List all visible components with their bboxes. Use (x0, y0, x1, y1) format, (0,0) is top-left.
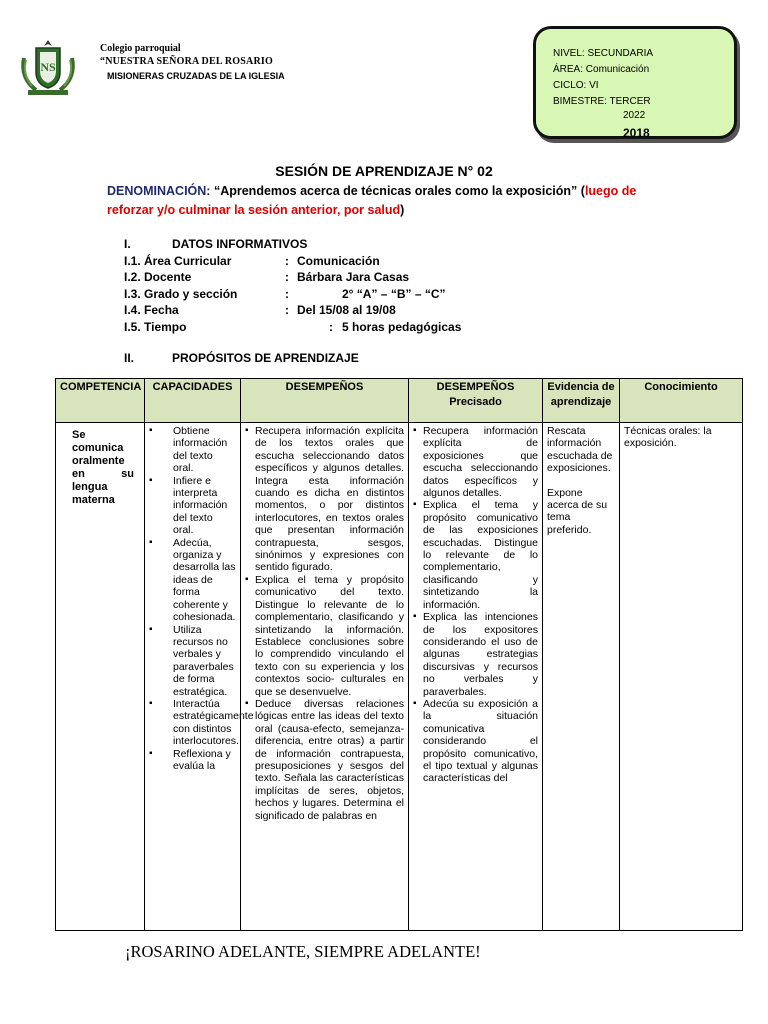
list-item: ▪ Adecúa, organiza y desarrolla las ideas de forma coherente y cohesionada. (149, 537, 236, 624)
list-item: ▪ Deduce diversas relaciones lógicas entre las ideas del texto oral (causa-efecto, semejanza- diferencia, entre otras) a partir de información contrapuesta, presuposiciones y sesgos del texto. Señala las características implícitas de seres, objetos, hechos y lugares. Determina el significado de palabras en (245, 698, 404, 822)
desempenos-cell (241, 423, 409, 931)
info-box (533, 26, 737, 139)
capacidades-list (149, 425, 254, 772)
info-year-2018: 2018 (623, 126, 650, 140)
list-item: ▪ Explica el tema y propósito comunicativo de las exposiciones escuchadas. Distingue lo relevante de lo complementario, clasificando y sintetizando la información. (413, 499, 538, 611)
list-item: ▪ Utiliza recursos no verbales y paraverbales de forma estratégica. (149, 624, 236, 698)
datos-sep-area: : (285, 254, 289, 268)
info-ciclo: CICLO: VI (553, 80, 599, 91)
table-row (56, 423, 743, 931)
info-area: ÁREA: Comunicación (553, 64, 650, 75)
svg-text:NS: NS (40, 60, 56, 74)
datos-sep-fecha: : (285, 303, 289, 317)
datos-heading: DATOS INFORMATIVOS (172, 237, 308, 251)
denominacion-note: luego de reforzar y/o culminar la sesión anterior, por salud (107, 184, 637, 217)
list-item: ▪ Interactúa estratégicamente con distintos interlocutores. (149, 698, 236, 748)
list-item: ▪ Reflexiona y evalúa la (149, 748, 236, 773)
info-year-2022: 2022 (623, 110, 646, 121)
conocimiento-text: Técnicas orales: la exposición. (624, 425, 712, 450)
datos-value-area: Comunicación (297, 254, 380, 268)
list-item: ▪ Explica el tema y propósito comunicativo del texto. Distingue lo relevante de lo complementario, clasificando y sintetizando la información. Establece conclusiones sobre lo comprendido vinculando el texto con su experiencia y los contextos socio- culturales en que se desenvuelve. (245, 574, 404, 698)
datos-label-area: I.1. Área Curricular (124, 254, 232, 268)
header-conocimiento: Conocimiento (620, 379, 743, 423)
denominacion-close: ) (400, 203, 405, 217)
header-competencia: COMPETENCIA (56, 379, 145, 423)
datos-sep-docente: : (285, 270, 289, 284)
list-item: ▪ Recupera información explícita de exposiciones que escucha seleccionando datos específicos y algunos detalles. (413, 425, 538, 499)
footer-motto: ¡ROSARINO ADELANTE, SIEMPRE ADELANTE! (125, 942, 481, 961)
datos-value-grado: 2° “A” – “B” – “C” (342, 287, 446, 301)
capacidades-cell (145, 423, 254, 931)
header-capacidades: CAPACIDADES (145, 379, 241, 423)
list-item: ▪ Infiere e interpreta información del texto oral. (149, 475, 236, 537)
session-title: SESIÓN DE APRENDIZAJE N° 02 (275, 163, 493, 179)
propositos-heading: PROPÓSITOS DE APRENDIZAJE (172, 351, 359, 365)
competencia-text: Se comunica oralmente en su lengua materna (72, 429, 134, 506)
list-item: ▪ Adecúa su exposición a la situación comunicativa considerando el propósito comunicativo, el tipo textual y algunas características del (413, 698, 538, 785)
evidencia-text-2: Expone acerca de su tema preferido. (547, 486, 608, 536)
datos-sep-grado: : (285, 287, 289, 301)
list-item: ▪ Recupera información explícita de los textos orales que escucha seleccionando datos específicos y algunos detalles. Integra esta información cuando es dicha en distintos momentos, o por distintos interlocutores, en textos orales que presentan información contrapuesta, sesgos, sinónimos y expresiones con sentido figurado. (245, 425, 404, 574)
school-name-line1: Colegio parroquial (100, 43, 181, 54)
list-item: ▪ Obtiene información del texto oral. (149, 425, 236, 475)
denominacion-label: DENOMINACIÓN: (107, 184, 214, 198)
school-crest-logo (16, 38, 80, 98)
school-subtitle: MISIONERAS CRUZADAS DE LA IGLESIA (107, 71, 285, 81)
datos-label-docente: I.2. Docente (124, 270, 192, 284)
school-name-line2: “NUESTRA SEÑORA DEL ROSARIO (100, 56, 273, 67)
desempenos-list (245, 425, 404, 822)
evidencia-text-1: Rescata información escuchada de exposiciones. (547, 425, 613, 475)
precisados-cell (409, 423, 543, 931)
propositos-table (55, 378, 743, 931)
precisados-list (413, 425, 538, 785)
header-desempenos: DESEMPEÑOS (241, 379, 409, 423)
propositos-heading-num: II. (124, 351, 135, 365)
header-evidencia: Evidencia de aprendizaje (543, 379, 620, 423)
datos-heading-num: I. (124, 237, 131, 251)
conocimiento-cell (620, 423, 743, 931)
denominacion-text: “Aprendemos acerca de técnicas orales como la exposición” ( (213, 184, 585, 198)
datos-label-grado: I.3. Grado y sección (124, 287, 238, 301)
datos-label-fecha: I.4. Fecha (124, 303, 179, 317)
competencia-cell (56, 423, 145, 931)
header-desempenos-precisado: DESEMPEÑOS Precisado (409, 379, 543, 423)
datos-value-docente: Bárbara Jara Casas (297, 270, 410, 284)
list-item: ▪ Explica las intenciones de los expositores considerando el uso de algunas estrategias discursivas y recursos no verbales y paraverbales. (413, 611, 538, 698)
info-nivel: NIVEL: SECUNDARIA (553, 48, 654, 59)
datos-value-fecha: Del 15/08 al 19/08 (297, 303, 396, 317)
datos-label-tiempo: I.5. Tiempo (124, 320, 187, 334)
datos-sep-tiempo: : (329, 320, 333, 334)
evidencia-cell (543, 423, 620, 931)
datos-value-tiempo: 5 horas pedagógicas (342, 320, 462, 334)
info-bimestre: BIMESTRE: TERCER (553, 96, 651, 107)
denominacion (107, 182, 667, 220)
